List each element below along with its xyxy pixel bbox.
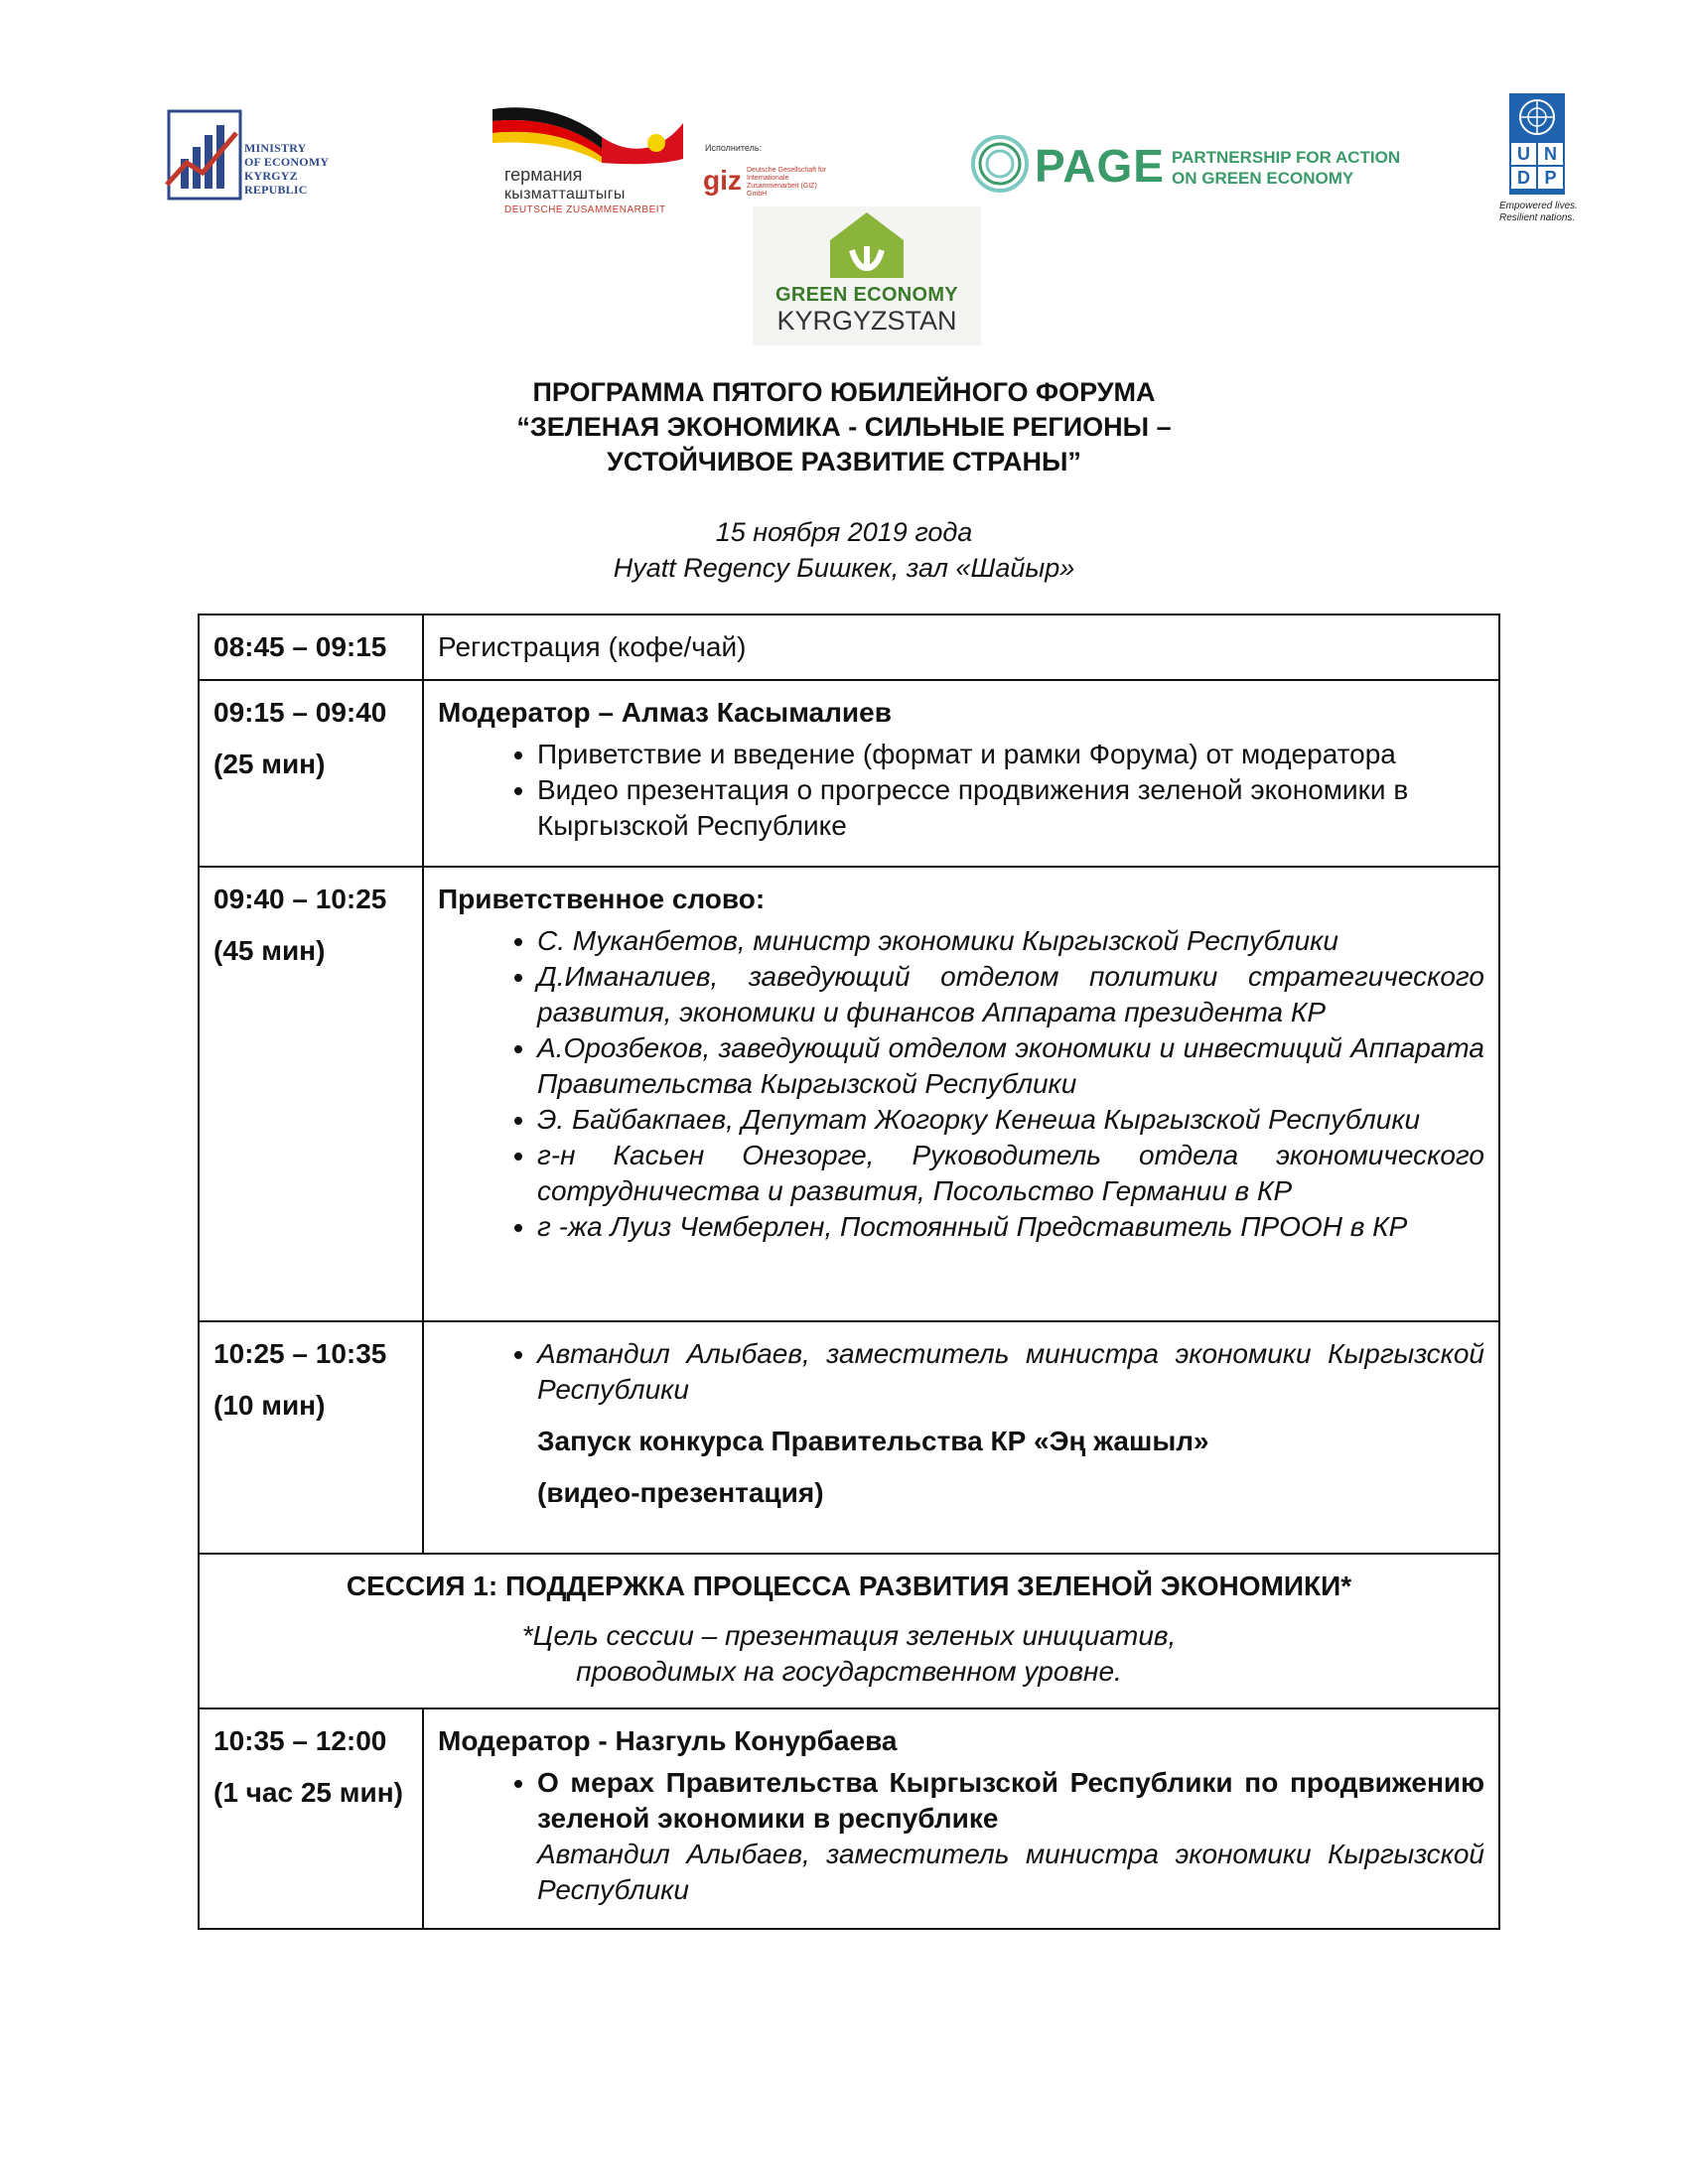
time-cell (199, 1708, 423, 1929)
list-item: • Э. Байбакпаев, Депутат Жогорку Кенеша Кыргызской Республики (537, 1102, 1484, 1138)
undp-letter: N (1538, 143, 1563, 165)
green-house-leaf-icon (753, 206, 981, 286)
undp-logo (1499, 93, 1599, 232)
ministry-logo-line: MINISTRY (244, 141, 307, 155)
list-item: • Д.Иманалиев, заведующий отделом политики стратегического развития, экономики и финансов Аппарата президента КР (537, 959, 1484, 1030)
time-cell (199, 614, 423, 680)
giz-mark: giz (703, 165, 742, 196)
time-slot: 09:40 – 10:25 (213, 884, 387, 914)
duration: (25 мин) (213, 749, 326, 779)
agenda-speaker: Автандил Алыбаев, заместитель министра экономики Кыргызской Республики (537, 1839, 1484, 1905)
moderator-title: Модератор - Назгуль Конурбаева (438, 1725, 898, 1756)
event-date: 15 ноября 2019 года (715, 517, 973, 547)
time-slot: 10:25 – 10:35 (213, 1338, 387, 1369)
contest-launch: Запуск конкурса Правительства КР «Эң жашыл» (537, 1426, 1209, 1456)
content-cell (423, 614, 1499, 680)
undp-letter: U (1511, 143, 1536, 165)
content-cell (423, 1321, 1499, 1554)
content-cell (423, 680, 1499, 867)
duration: (45 мин) (213, 935, 326, 966)
ministry-logo-line: OF ECONOMY (244, 155, 330, 169)
table-row (199, 680, 1499, 867)
page-tagline-1: PARTNERSHIP FOR ACTION (1172, 148, 1401, 167)
list-item (537, 1765, 1484, 1908)
content-cell (423, 1708, 1499, 1929)
event-venue: Hyatt Regency Бишкек, зал «Шайыр» (613, 553, 1075, 583)
speakers-list (438, 1336, 1484, 1408)
green-economy-line1: GREEN ECONOMY (775, 284, 958, 306)
session-note-line: *Цель сессии – презентация зеленых инициатив, (521, 1620, 1177, 1651)
page-word: PAGE (1035, 140, 1165, 192)
list-item: • г-н Касьен Онезорге, Руководитель отдела экономического сотрудничества и развития, Посольство Германии в КР (537, 1138, 1484, 1209)
speakers-list (438, 923, 1484, 1245)
session-note-line: проводимых на государственном уровне. (576, 1656, 1122, 1687)
table-row (199, 1554, 1499, 1708)
welcome-title: Приветственное слово: (438, 884, 766, 914)
germany-logo-line1: германия (504, 165, 583, 185)
germany-logo-line2: кызматташтыгы (504, 186, 626, 203)
heading-line: ПРОГРАММА ПЯТОГО ЮБИЛЕЙНОГО ФОРУМА (532, 377, 1156, 407)
time-slot: 08:45 – 09:15 (213, 631, 387, 662)
giz-subtitle: Deutsche Gesellschaft für Internationale Zusammenarbeit (GIZ) GmbH (747, 167, 827, 198)
agenda-list (438, 1765, 1484, 1908)
table-row (199, 1321, 1499, 1554)
program-heading (139, 375, 1549, 479)
duration: (10 мин) (213, 1390, 326, 1421)
ministry-emblem-icon (165, 107, 244, 206)
session-note (213, 1618, 1484, 1690)
agenda-topic: О мерах Правительства Кыргызской Республики по продвижению зеленой экономики в республике (537, 1767, 1484, 1834)
giz-logo (699, 139, 838, 199)
list-item: • С. Муканбетов, министр экономики Кыргызской Республики (537, 923, 1484, 959)
list-item: • А.Орозбеков, заведующий отделом экономики и инвестиций Аппарата Правительства Кыргызской Республики (537, 1030, 1484, 1102)
list-item: • Видео презентация о прогрессе продвижения зеленой экономики в Кыргызской Республике (537, 772, 1484, 844)
undp-letter: P (1538, 167, 1563, 189)
moderator-title: Модератор – Алмаз Касымалиев (438, 697, 892, 728)
heading-line: “ЗЕЛЕНАЯ ЭКОНОМИКА - СИЛЬНЫЕ РЕГИОНЫ – (516, 412, 1172, 442)
giz-label: Исполнитель: (705, 143, 763, 153)
program-table (198, 614, 1500, 1930)
table-row (199, 867, 1499, 1321)
ministry-logo-line: KYRGYZ (244, 169, 298, 183)
heading-line: УСТОЙЧИВОЕ РАЗВИТИЕ СТРАНЫ” (607, 447, 1081, 477)
undp-tagline-1: Empowered lives. (1499, 201, 1578, 211)
time-cell (199, 867, 423, 1321)
ministry-of-economy-logo (165, 107, 363, 206)
table-row (199, 1708, 1499, 1929)
time-cell (199, 1321, 423, 1554)
germany-kyrgyz-flags-icon (492, 103, 687, 165)
germany-logo-line3: DEUTSCHE ZUSAMMENARBEIT (504, 205, 666, 215)
page-logo (969, 133, 1406, 203)
time-slot: 10:35 – 12:00 (213, 1725, 387, 1756)
time-cell (199, 680, 423, 867)
session-cell (199, 1554, 1499, 1708)
list-item: • г -жа Луиз Чемберлен, Постоянный Представитель ПРООН в КР (537, 1209, 1484, 1245)
green-economy-line2: KYRGYZSTAN (776, 306, 957, 336)
duration: (1 час 25 мин) (213, 1777, 403, 1808)
ministry-logo-line: REPUBLIC (244, 183, 308, 197)
green-economy-kyrgyzstan-logo (753, 206, 981, 345)
time-slot: 09:15 – 09:40 (213, 697, 387, 728)
germany-cooperation-logo (492, 103, 687, 222)
list-item: • Автандил Алыбаев, заместитель министра экономики Кыргызской Республики (537, 1336, 1484, 1408)
un-emblem-icon (1509, 93, 1565, 143)
content-cell (423, 867, 1499, 1321)
event-details (139, 514, 1549, 586)
agenda-list (438, 737, 1484, 844)
page-circle-icon (969, 133, 1031, 195)
list-item: • Приветствие и введение (формат и рамки Форума) от модератора (537, 737, 1484, 772)
table-row (199, 614, 1499, 680)
session-title: СЕССИЯ 1: ПОДДЕРЖКА ПРОЦЕССА РАЗВИТИЯ ЗЕЛЕНОЙ ЭКОНОМИКИ* (346, 1570, 1352, 1601)
page-tagline-2: ON GREEN ECONOMY (1172, 169, 1354, 188)
undp-tagline-2: Resilient nations. (1499, 212, 1576, 223)
registration-text: Регистрация (кофе/чай) (438, 631, 747, 662)
contest-launch-subtitle: (видео-презентация) (537, 1477, 824, 1508)
undp-letter: D (1511, 167, 1536, 189)
